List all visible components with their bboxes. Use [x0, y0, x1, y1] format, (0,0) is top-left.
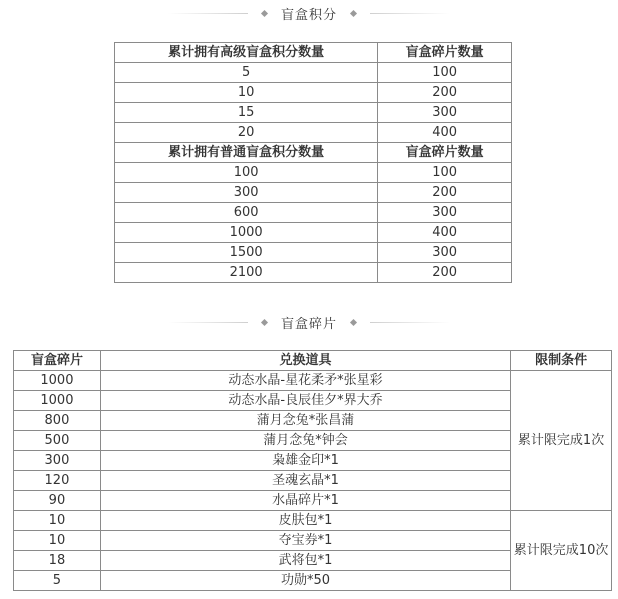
exchange-item-cell: 蒲月念兔*张昌蒲: [100, 411, 510, 431]
column-header: 限制条件: [511, 351, 612, 371]
fragment-cost-cell: 1000: [14, 371, 101, 391]
column-header: 盲盒碎片数量: [378, 43, 512, 63]
column-header: 盲盒碎片数量: [378, 143, 512, 163]
exchange-item-cell: 枭雄金印*1: [100, 451, 510, 471]
table-cell: 200: [378, 83, 512, 103]
section-title-blindbox-fragments: [0, 312, 618, 332]
table-cell: 200: [378, 183, 512, 203]
table-row: [115, 83, 512, 103]
table-row: [115, 103, 512, 123]
diamond-icon: [261, 9, 268, 16]
fragment-cost-cell: 500: [14, 431, 101, 451]
table-cell: 200: [378, 263, 512, 283]
table-cell: 300: [378, 203, 512, 223]
fragment-cost-cell: 1000: [14, 391, 101, 411]
fragment-cost-cell: 300: [14, 451, 101, 471]
table-cell: 100: [378, 63, 512, 83]
exchange-item-cell: 动态水晶-星花柔矛*张星彩: [100, 371, 510, 391]
column-header: 累计拥有高级盲盒积分数量: [115, 43, 378, 63]
fragment-exchange-table: [13, 350, 612, 591]
table-cell: 400: [378, 223, 512, 243]
table-row: [115, 163, 512, 183]
table-cell: 600: [115, 203, 378, 223]
table-header-row: [14, 351, 612, 371]
points-exchange-table: [114, 42, 512, 283]
table-row: [115, 243, 512, 263]
table-cell: 20: [115, 123, 378, 143]
diamond-icon: [350, 9, 357, 16]
table-header-row: [115, 143, 512, 163]
exchange-item-cell: 夺宝券*1: [100, 531, 510, 551]
table-row: [115, 263, 512, 283]
fragment-cost-cell: 18: [14, 551, 101, 571]
divider-line: [168, 13, 248, 14]
divider-line: [370, 13, 450, 14]
divider-line: [168, 322, 248, 323]
fragment-cost-cell: 800: [14, 411, 101, 431]
table-cell: 300: [378, 103, 512, 123]
exchange-item-cell: 武将包*1: [100, 551, 510, 571]
table-row: [115, 183, 512, 203]
section-title-blindbox-points: [0, 3, 618, 23]
table-cell: 1500: [115, 243, 378, 263]
table-cell: 15: [115, 103, 378, 123]
table-row: [14, 371, 612, 391]
table-cell: 10: [115, 83, 378, 103]
column-header: 累计拥有普通盲盒积分数量: [115, 143, 378, 163]
table-cell: 2100: [115, 263, 378, 283]
table-cell: 300: [378, 243, 512, 263]
fragment-cost-cell: 10: [14, 511, 101, 531]
table-cell: 300: [115, 183, 378, 203]
fragment-cost-cell: 10: [14, 531, 101, 551]
table-row: [14, 511, 612, 531]
exchange-item-cell: 蒲月念兔*钟会: [100, 431, 510, 451]
limit-condition-cell: 累计限完成1次: [511, 371, 612, 511]
fragment-cost-cell: 120: [14, 471, 101, 491]
table-row: [115, 223, 512, 243]
table-header-row: [115, 43, 512, 63]
table-row: [115, 203, 512, 223]
diamond-icon: [350, 318, 357, 325]
table-cell: 100: [378, 163, 512, 183]
column-header: 盲盒碎片: [14, 351, 101, 371]
exchange-item-cell: 功勋*50: [100, 571, 510, 591]
section-title-text: 盲盒碎片: [280, 316, 337, 332]
section-title-text: 盲盒积分: [280, 7, 337, 23]
table-cell: 100: [115, 163, 378, 183]
table-row: [115, 63, 512, 83]
exchange-item-cell: 水晶碎片*1: [100, 491, 510, 511]
diamond-icon: [261, 318, 268, 325]
table-cell: 400: [378, 123, 512, 143]
fragment-cost-cell: 5: [14, 571, 101, 591]
exchange-item-cell: 皮肤包*1: [100, 511, 510, 531]
exchange-item-cell: 圣魂玄晶*1: [100, 471, 510, 491]
table-cell: 5: [115, 63, 378, 83]
divider-line: [370, 322, 450, 323]
table-row: [115, 123, 512, 143]
fragment-cost-cell: 90: [14, 491, 101, 511]
exchange-item-cell: 动态水晶-良辰佳夕*界大乔: [100, 391, 510, 411]
limit-condition-cell: 累计限完成10次: [511, 511, 612, 591]
column-header: 兑换道具: [100, 351, 510, 371]
table-cell: 1000: [115, 223, 378, 243]
